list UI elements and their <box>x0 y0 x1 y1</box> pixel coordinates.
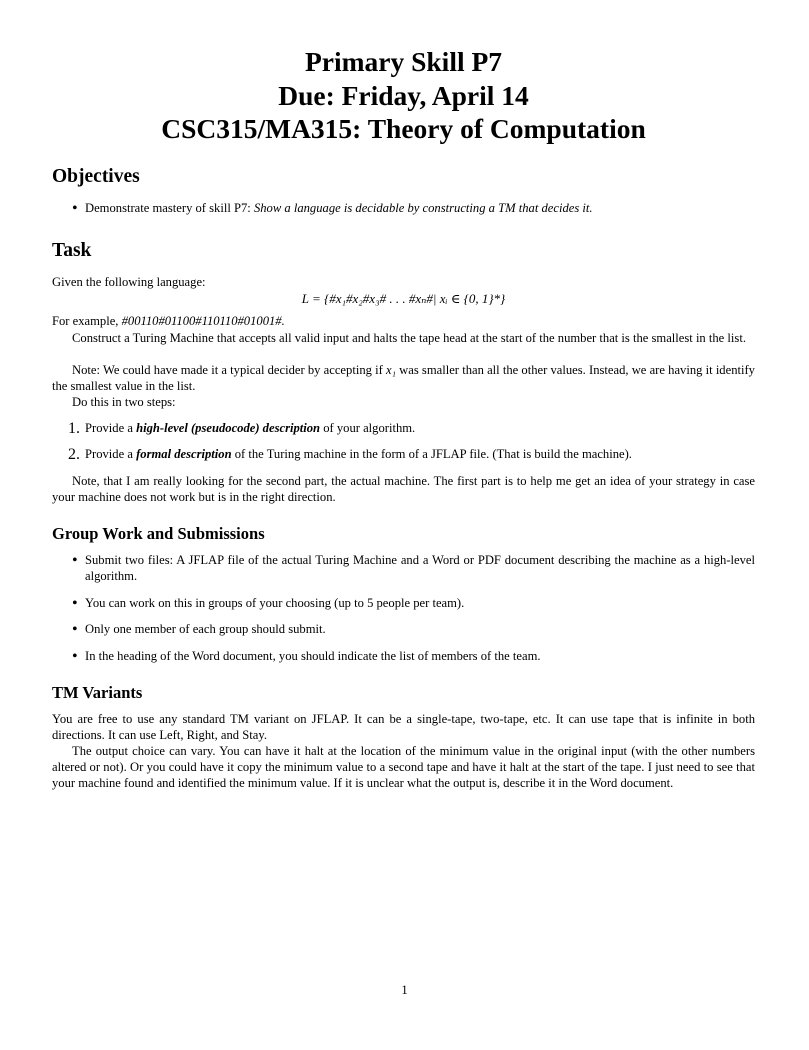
bullet-glyph: • <box>72 200 78 217</box>
group-item-text: You can work on this in groups of your choosing (up to 5 people per team). <box>85 596 465 610</box>
step-one-a: Provide a <box>85 421 137 435</box>
group-item <box>52 595 755 611</box>
note-variable: x₁ <box>386 363 396 377</box>
step-two-a: Provide a <box>85 447 137 461</box>
task-heading: Task <box>52 240 92 261</box>
note-part-b: was smaller than all the other values. Instead, we are having it identify the smallest value in the list. <box>52 363 755 394</box>
note-part-a: Note: We could have made it a typical decider by accepting if <box>72 363 386 377</box>
group-item <box>52 552 755 584</box>
due-date: Due: Friday, April 14 <box>278 80 529 111</box>
step-one-number: 1. <box>68 420 80 437</box>
step-two-number: 2. <box>68 446 80 463</box>
steps-intro: Do this in two steps: <box>72 395 176 409</box>
objectives-item <box>52 200 755 216</box>
step-one-emphasis: high-level (pseudocode) description <box>136 421 321 435</box>
example-value: #00110#01100#110110#01001#. <box>121 314 285 328</box>
variants-para-1: You are free to use any standard TM variant on JFLAP. It can be a single-tape, two-tape, etc. It can use tape that is infinite in both directions. It can use Left, Right, and Stay. <box>52 712 755 743</box>
course-title: CSC315/MA315: Theory of Computation <box>161 113 646 144</box>
bullet-glyph: • <box>72 648 78 665</box>
step-one-b: of your algorithm. <box>320 421 416 435</box>
group-item-text: Only one member of each group should submit. <box>85 622 326 636</box>
step-two-emphasis: formal description <box>136 447 232 461</box>
task-intro: Given the following language: <box>52 275 206 289</box>
page-number: 1 <box>401 983 408 997</box>
step-two <box>52 446 755 462</box>
objectives-heading: Objectives <box>52 166 140 187</box>
group-item <box>52 621 755 637</box>
group-item-text: In the heading of the Word document, you should indicate the list of members of the team. <box>85 649 541 663</box>
bullet-glyph: • <box>72 552 78 569</box>
step-two-b: of the Turing machine in the form of a JFLAP file. (That is build the machine). <box>231 447 632 461</box>
group-item <box>52 648 755 664</box>
objective-skill: Show a language is decidable by constructing a TM that decides it. <box>253 201 593 215</box>
example-prefix: For example, <box>52 314 122 328</box>
task-note <box>52 362 755 394</box>
task-construct: Construct a Turing Machine that accepts all valid input and halts the tape head at the start of the number that is the smallest in the list. <box>72 331 746 345</box>
bullet-glyph: • <box>72 595 78 612</box>
language-definition: L = {#x₁#x₂#x₃# . . . #xₙ#| xᵢ ∈ {0, 1}*} <box>301 291 506 306</box>
group-item-text: Submit two files: A JFLAP file of the actual Turing Machine and a Word or PDF document describing the machine as a high-level algorithm. <box>85 553 755 584</box>
bullet-glyph: • <box>72 621 78 638</box>
task-closing: Note, that I am really looking for the second part, the actual machine. The first part is to help me get an idea of your strategy in case your machine does not work but is in the right direction. <box>52 474 755 505</box>
group-heading: Group Work and Submissions <box>52 524 265 543</box>
objective-prefix: Demonstrate mastery of skill P7: <box>85 201 254 215</box>
variants-para-2: The output choice can vary. You can have it halt at the location of the minimum value in the original input (with the other numbers altered or not). Or you could have it copy the minimum value to a second tape and have it halt at the start of the tape. I just need to see that your machine found and identified the minimum value. If it is unclear what the output is, describe it in the Word document. <box>52 744 755 791</box>
variants-heading: TM Variants <box>52 683 143 702</box>
document-title: Primary Skill P7 <box>304 46 503 77</box>
step-one <box>52 420 755 436</box>
task-example <box>52 313 755 329</box>
